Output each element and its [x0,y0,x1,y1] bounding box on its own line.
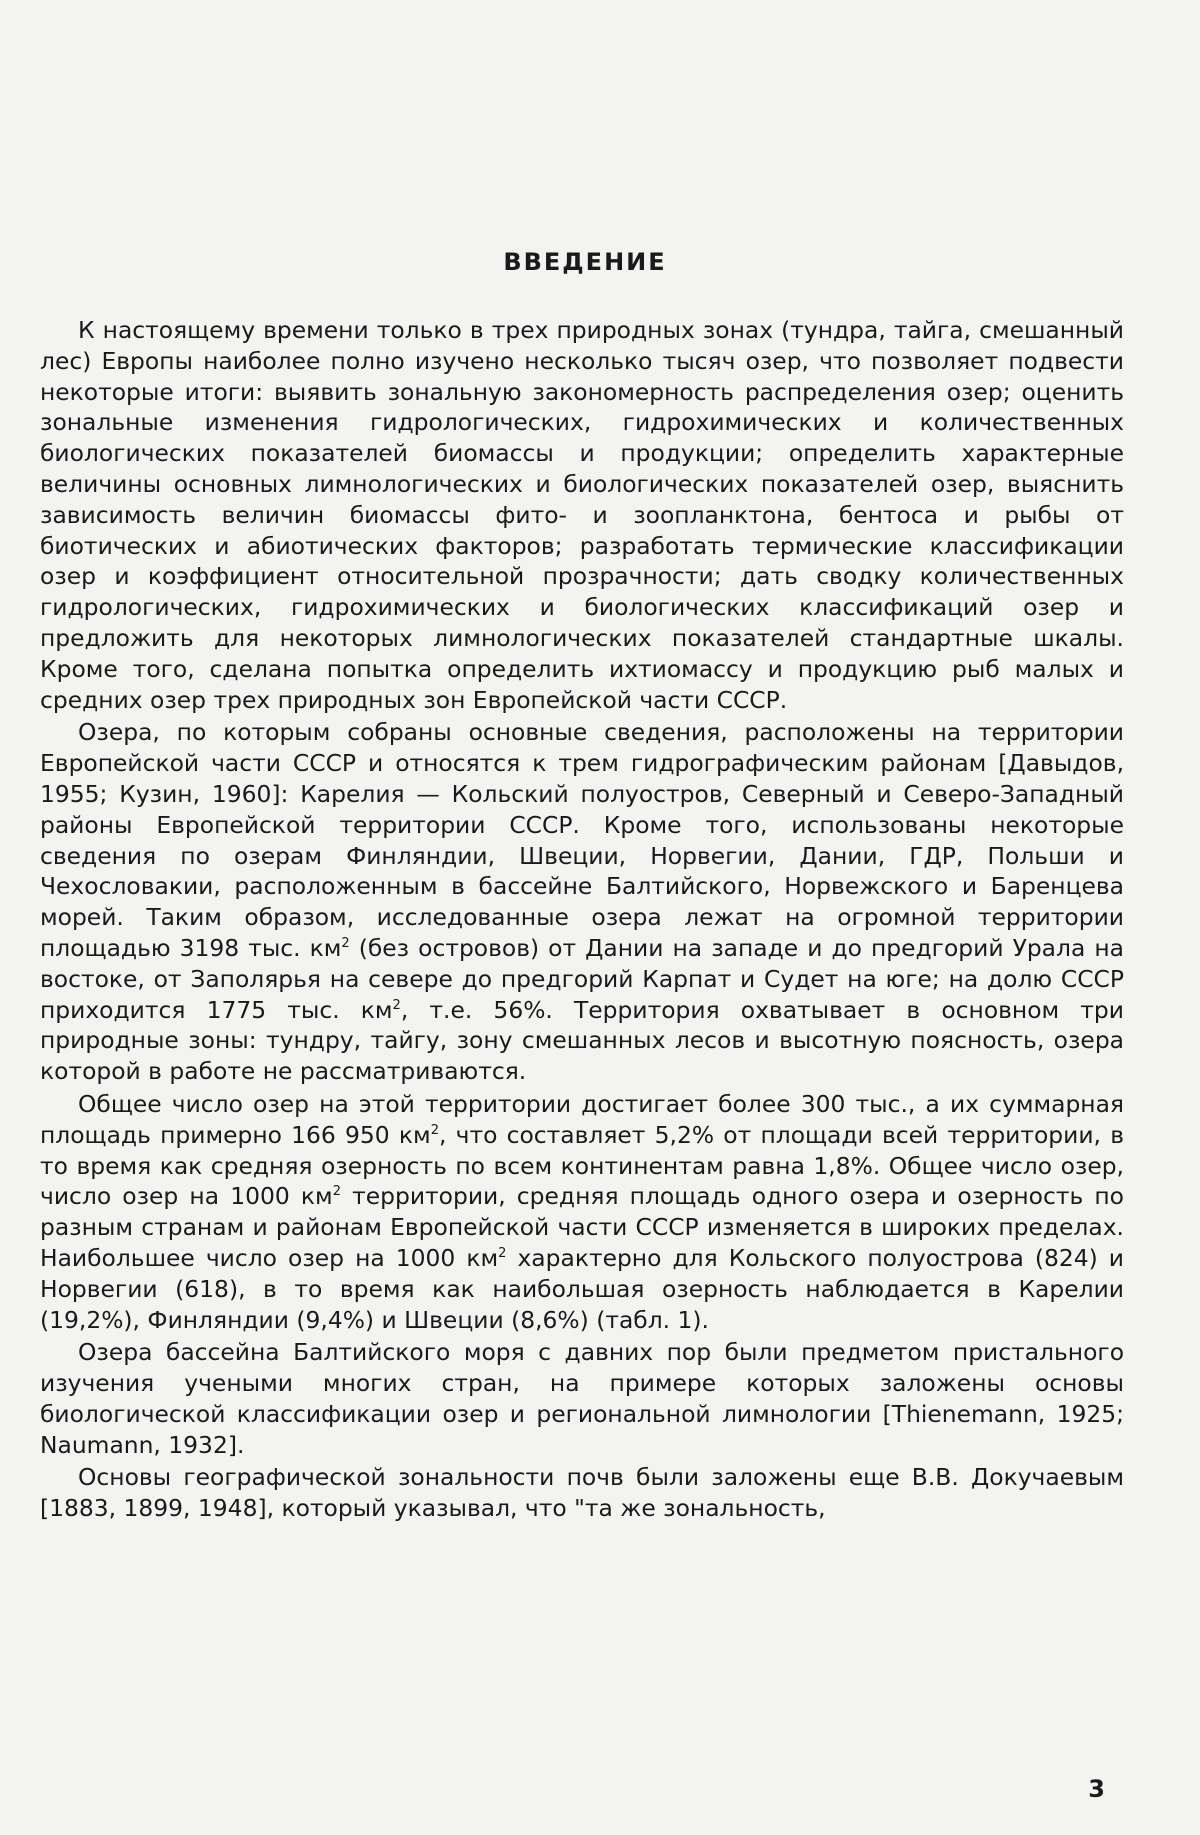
paragraph-1: К настоящему времени только в трех природных зонах (тундра, тайга, смешанный лес) Европы наиболее полно изучено несколько тысяч озер, что позволяет подвести некоторые итоги: выявить зональную закономерность распределения озер; оценить зональные изменения гидрологических, гидрохимических и количественных биологических показателей биомассы и продукции; определить характерные величины основных лимнологических и биологических показателей озер, выяснить зависимость величин биомассы фито- и зоопланктона, бентоса и рыбы от биотических и абиотических факторов; разработать термические классификации озер и коэффициент относительной прозрачности; дать сводку количественных гидрологических, гидрохимических и биологических классификаций озер и предложить для некоторых лимнологических показателей стандартные шкалы. Кроме того, сделана попытка определить ихтиомассу и продукцию рыб малых и средних озер трех природных зон Европейской части СССР. [40,316,1124,714]
superscript-square-km-2: 2 [392,997,401,1013]
paragraph-3-text-c: территории, средняя площадь одного озера и озерность по разным странам и районам Европейской части СССР изменяется в широких пределах. Наибольшее число озер на 1000 км [40,1182,1124,1272]
paragraph-5: Основы географической зональности почв были заложены еще В.В. Докучаевым [1883, 1899, 1948], который указывал, что "та же зональность, [40,1463,1124,1523]
paragraph-3-text-a: Общее число озер на этой территории достигает более 300 тыс., а их суммарная площадь примерно 166 950 км [40,1089,1124,1149]
paragraph-3 [40,1089,1124,1335]
superscript-square-km-5: 2 [498,1246,507,1262]
superscript-square-km-1: 2 [341,936,350,952]
page-number: 3 [1088,1775,1105,1803]
page-title: ВВЕДЕНИЕ [503,248,667,276]
paragraph-2 [40,717,1124,1087]
paragraph-2-text-b: (без островов) от Дании на западе и до предгорий Урала на востоке, от Заполярья на севере до предгорий Карпат и Судет на юге; на долю СССР приходится 1775 тыс. км [40,933,1124,1024]
paragraph-3-text-d: характерно для Кольского полуострова (824) и Норвегии (618), в то время как наибольшая озерность наблюдается в Карелии (19,2%), Финляндии (9,4%) и Швеции (8,6%) (табл. 1). [40,1243,1125,1334]
superscript-square-km-3: 2 [430,1122,439,1138]
main-text [40,315,1124,1524]
paragraph-2-text-c: , т.е. 56%. Территория охватывает в основном три природные зоны: тундру, тайгу, зону смешанных лесов и высотную поясность, озера которой в работе не рассматриваются. [40,995,1124,1086]
paragraph-4: Озера бассейна Балтийского моря с давних пор были предметом пристального изучения учеными многих стран, на примере которых заложены основы биологической классификации озер и региональной лимнологии [Thienemann, 1925; Naumann, 1932]. [40,1338,1124,1459]
superscript-square-km-4: 2 [332,1184,341,1200]
paragraph-3-text-b: , что составляет 5,2% от площади всей территории, в то время как средняя озерность по всем континентам равна 1,8%. Общее число озер, число озер на 1000 км [40,1120,1125,1211]
paragraph-2-text-a: Озера, по которым собраны основные сведения, расположены на территории Европейской части СССР и относятся к трем гидрографическим районам [Давыдов, 1955; Кузин, 1960]: Карелия — Кольский полуостров, Северный и Северо-Западный районы Европейской территории СССР. Кроме того, использованы некоторые сведения по озерам Финляндии, Швеции, Норвегии, Дании, ГДР, Польши и Чехословакии, расположенным в бассейне Балтийского, Норвежского и Баренцева морей. Таким образом, исследованные озера лежат на огромной территории площадью 3198 тыс. км [40,718,1124,962]
